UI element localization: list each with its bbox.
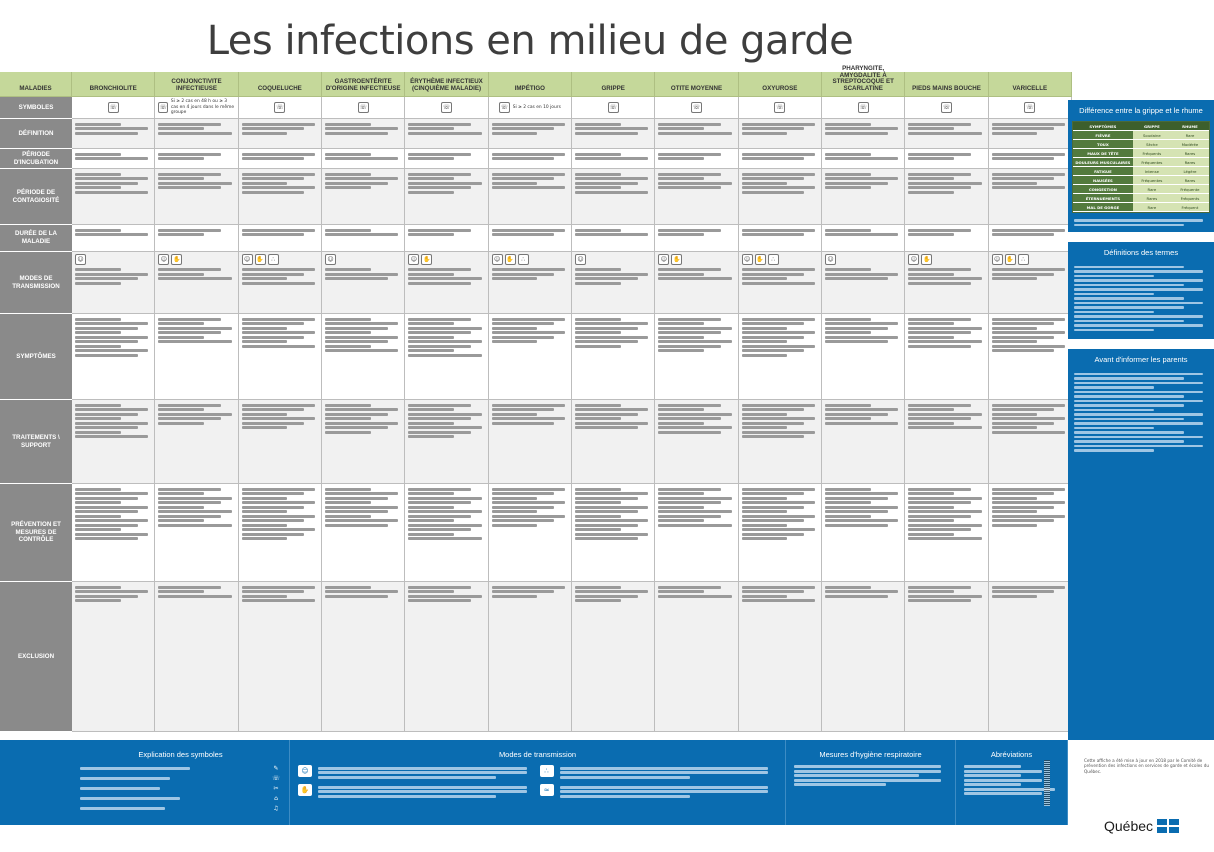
diff-cell: FIÈVRE [1073, 131, 1133, 139]
table-cell [155, 484, 238, 582]
phone-icon: ☏ [108, 102, 119, 113]
table-cell [655, 149, 738, 169]
row-label-symptomes: SYMPTÔMES [0, 314, 72, 400]
table-cell [739, 314, 822, 400]
symbols-explanation: Explication des symboles ✎ ☏ ✂ ⌂ ♫ [72, 740, 290, 825]
table-cell [322, 225, 405, 252]
page-title: Les infections en milieu de garde [206, 18, 854, 64]
row-label-traitements: TRAITEMENTS \ SUPPORT [0, 400, 72, 484]
table-cell [989, 225, 1072, 252]
header-disease: VARICELLE [989, 72, 1072, 97]
table-cell [989, 169, 1072, 225]
table-cell [72, 119, 155, 149]
transmission-icon: ∴ [768, 254, 779, 265]
diff-cell: Fréquents [1142, 150, 1162, 156]
transmission-icon: ✋ [171, 254, 182, 265]
diff-cell: Fréquent [1181, 204, 1199, 210]
table-cell [655, 225, 738, 252]
transmission-icon: ✋ [671, 254, 682, 265]
row-label-symboles: SYMBOLES [0, 97, 72, 119]
inform-body [1068, 373, 1214, 452]
table-cell [489, 169, 572, 225]
header-disease: GASTROENTÉRITE D'ORIGINE INFECTIEUSE [322, 72, 405, 97]
table-cell [155, 97, 238, 119]
table-cell [822, 149, 905, 169]
table-cell [905, 119, 988, 149]
diff-cell: Rares [1184, 177, 1196, 183]
diff-cell: Rare [1147, 204, 1157, 210]
phone-icon: ☏ [358, 102, 369, 113]
table-cell [72, 225, 155, 252]
table-cell [739, 225, 822, 252]
table-cell [739, 149, 822, 169]
table-cell [655, 119, 738, 149]
quebec-flag-icon [1157, 819, 1179, 833]
table-cell [405, 582, 488, 732]
table-cell [822, 484, 905, 582]
table-cell [489, 252, 572, 314]
table-cell [72, 169, 155, 225]
table-cell [239, 149, 322, 169]
table-cell [239, 169, 322, 225]
row-label-incubation: PÉRIODE D'INCUBATION [0, 149, 72, 169]
scissors-icon: ✂ [273, 785, 279, 792]
table-cell [155, 169, 238, 225]
diff-cell: CONGESTION [1073, 185, 1133, 193]
diff-cell: Rares [1184, 159, 1196, 165]
grippe-rhume-table [1072, 121, 1210, 213]
table-cell [155, 149, 238, 169]
table-cell [405, 97, 488, 119]
diff-cell: Fréquentes [1141, 177, 1163, 183]
table-cell [822, 582, 905, 732]
table-cell [489, 97, 572, 119]
diff-cell: NAUSÉES [1073, 176, 1133, 184]
header-disease: BRONCHIOLITE [72, 72, 155, 97]
table-cell [322, 169, 405, 225]
diff-cell: Fréquentes [1141, 159, 1163, 165]
table-cell [572, 149, 655, 169]
table-cell [739, 97, 822, 119]
transmission-icon: ☺ [825, 254, 836, 265]
table-cell [655, 97, 738, 119]
table-cell [572, 400, 655, 484]
diff-cell: Soudaine [1143, 132, 1161, 138]
table-cell [905, 97, 988, 119]
diff-cell: Rare [1185, 132, 1195, 138]
table-cell [489, 149, 572, 169]
table-cell [155, 582, 238, 732]
header-disease: OXYUROSE [739, 72, 822, 97]
phone-icon: ☏ [272, 775, 280, 782]
table-cell [989, 252, 1072, 314]
header-disease: CONJONCTIVITE INFECTIEUSE [155, 72, 238, 97]
table-cell [655, 252, 738, 314]
table-cell [739, 119, 822, 149]
row-label-contagiosite: PÉRIODE DE CONTAGIOSITÉ [0, 169, 72, 225]
table-cell [572, 119, 655, 149]
table-cell [989, 400, 1072, 484]
table-cell [72, 484, 155, 582]
table-cell [572, 484, 655, 582]
transmission-icon: ∴ [1018, 254, 1029, 265]
header-disease: PHARYNGITE, AMYGDALITE À STREPTOCOQUE ET SCARLATINE [822, 72, 905, 97]
phone-icon: ☏ [774, 102, 785, 113]
inform-title: Avant d'informer les parents [1094, 355, 1188, 365]
diff-header-cell: SYMPTÔMES [1073, 122, 1133, 130]
table-cell [655, 400, 738, 484]
transmission-icon: ∴ [518, 254, 529, 265]
row-label-exclusion: EXCLUSION [0, 582, 72, 732]
barcode [1044, 760, 1050, 806]
diff-cell: Rares [1146, 195, 1158, 201]
transmission-icon: ☺ [158, 254, 169, 265]
table-cell [739, 252, 822, 314]
table-cell [905, 149, 988, 169]
table-cell [822, 314, 905, 400]
transmission-icon: ☺ [658, 254, 669, 265]
table-cell [989, 314, 1072, 400]
table-cell [572, 252, 655, 314]
table-cell [572, 169, 655, 225]
header-disease: IMPÉTIGO [489, 72, 572, 97]
table-cell [239, 400, 322, 484]
table-cell [72, 314, 155, 400]
diff-cell: MAUX DE TÊTE [1073, 149, 1133, 157]
side-panel [1068, 100, 1214, 740]
phone-icon: ☏ [499, 102, 510, 113]
diff-cell: Intense [1144, 168, 1159, 174]
abbreviations: Abréviations [956, 740, 1068, 825]
difference-title: Différence entre la grippe et le rhume [1079, 106, 1203, 115]
side-note [1068, 213, 1214, 232]
table-cell [822, 119, 905, 149]
house-icon: ⌂ [274, 795, 278, 802]
diff-cell: Fréquente [1180, 186, 1200, 192]
table-cell [322, 484, 405, 582]
transmission-icon: ☺ [408, 254, 419, 265]
phone-icon: ☏ [158, 102, 168, 113]
table-cell [322, 119, 405, 149]
transmission-icon: ✋ [255, 254, 266, 265]
table-cell [655, 582, 738, 732]
header-disease: COQUELUCHE [239, 72, 322, 97]
table-cell [822, 400, 905, 484]
table-cell [239, 225, 322, 252]
diff-cell: Fréquents [1180, 195, 1200, 201]
table-cell [405, 169, 488, 225]
table-cell [239, 314, 322, 400]
table-cell [72, 252, 155, 314]
header-disease: OTITE MOYENNE [655, 72, 738, 97]
table-cell [405, 252, 488, 314]
phone-icon: ☏ [274, 102, 285, 113]
table-cell [822, 252, 905, 314]
diff-cell: Rares [1184, 150, 1196, 156]
phone-icon: ☏ [691, 102, 702, 113]
transmission-icon: ✋ [1005, 254, 1016, 265]
hygiene-measures: Mesures d'hygiène respiratoire [786, 740, 956, 825]
header-disease: ÉRYTHÈME INFECTIEUX (CINQUIÈME MALADIE) [405, 72, 488, 97]
table-cell [655, 484, 738, 582]
diff-cell: ÉTERNUEMENTS [1073, 194, 1133, 202]
indirect-contact-icon: ✋ [298, 784, 312, 796]
bell-icon: ♫ [273, 805, 279, 812]
row-label-prevention: PRÉVENTION ET MESURES DE CONTRÔLE [0, 484, 72, 582]
table-cell [822, 97, 905, 119]
diff-cell: Modérée [1181, 141, 1199, 147]
table-cell [572, 314, 655, 400]
table-cell [572, 582, 655, 732]
diff-cell: DOULEURS MUSCULAIRES [1073, 158, 1133, 166]
row-label-duree: DURÉE DE LA MALADIE [0, 225, 72, 252]
table-cell [155, 400, 238, 484]
table-cell [989, 484, 1072, 582]
definitions-body [1068, 266, 1214, 332]
table-cell [739, 582, 822, 732]
table-cell [905, 582, 988, 732]
table-cell [739, 169, 822, 225]
phone-icon: ☏ [1024, 102, 1035, 113]
table-cell [322, 97, 405, 119]
table-cell [989, 119, 1072, 149]
quebec-logo [1104, 818, 1179, 834]
table-cell [322, 582, 405, 732]
header-disease: PIEDS MAINS BOUCHE [905, 72, 988, 97]
diff-header-cell: RHUME [1171, 122, 1209, 130]
table-cell [905, 252, 988, 314]
transmission-icon: ☺ [992, 254, 1003, 265]
table-cell [489, 400, 572, 484]
table-cell [989, 582, 1072, 732]
phone-icon: ☏ [608, 102, 619, 113]
table-cell [155, 314, 238, 400]
table-cell [239, 119, 322, 149]
transmission-icon: ☺ [908, 254, 919, 265]
diff-cell: Sèche [1146, 141, 1158, 147]
header-disease: GRIPPE [572, 72, 655, 97]
table-cell [322, 400, 405, 484]
table-cell [905, 169, 988, 225]
diff-cell: TOUX [1073, 140, 1133, 148]
diff-cell: FATIGUE [1073, 167, 1133, 175]
table-cell [405, 484, 488, 582]
transmission-icon: ☺ [75, 254, 86, 265]
table-cell [989, 97, 1072, 119]
transmission-icon: ☺ [492, 254, 503, 265]
table-cell [489, 314, 572, 400]
table-cell [405, 119, 488, 149]
table-cell [72, 400, 155, 484]
infection-table [0, 64, 1072, 738]
table-cell [239, 582, 322, 732]
row-label-definition: DÉFINITION [0, 119, 72, 149]
table-cell [489, 119, 572, 149]
table-cell [905, 400, 988, 484]
table-cell [72, 582, 155, 732]
table-cell [405, 149, 488, 169]
diff-header-cell: GRIPPE [1133, 122, 1171, 130]
table-cell [322, 252, 405, 314]
table-cell [155, 119, 238, 149]
table-cell [572, 225, 655, 252]
table-cell [905, 225, 988, 252]
direct-contact-icon: ☺ [298, 765, 312, 777]
credit-note: Cette affiche a été mise à jour en 2018 par le Comité de prévention des infections en services de garde et écoles du Québec. [1084, 758, 1210, 774]
definitions-title: Définitions des termes [1103, 248, 1179, 258]
pencil-icon: ✎ [273, 765, 279, 772]
diff-cell: Rare [1147, 186, 1157, 192]
table-cell [322, 149, 405, 169]
droplets-icon: ∴ [540, 765, 554, 777]
transmission-icon: ☺ [325, 254, 336, 265]
transmission-icon: ✋ [755, 254, 766, 265]
table-cell [72, 97, 155, 119]
transmission-explanation: Modes de transmission ☺ ∴ ✋ ≈ [290, 740, 786, 825]
bottom-band [72, 740, 1068, 825]
table-cell [322, 314, 405, 400]
table-cell [405, 400, 488, 484]
table-cell [155, 252, 238, 314]
diff-cell: MAL DE GORGE [1073, 203, 1133, 211]
airborne-icon: ≈ [540, 784, 554, 796]
transmission-icon: ☺ [242, 254, 253, 265]
table-cell [489, 582, 572, 732]
table-cell [239, 97, 322, 119]
table-cell [905, 314, 988, 400]
transmission-icon: ∴ [268, 254, 279, 265]
table-cell [655, 169, 738, 225]
table-cell [822, 225, 905, 252]
table-cell [989, 149, 1072, 169]
table-cell [155, 225, 238, 252]
table-cell [489, 225, 572, 252]
table-cell [739, 484, 822, 582]
transmission-icon: ✋ [921, 254, 932, 265]
header-maladies: MALADIES [0, 72, 72, 97]
transmission-icon: ☺ [742, 254, 753, 265]
phone-icon: ☏ [441, 102, 452, 113]
brand-text: Québec [1104, 818, 1154, 834]
transmission-icon: ☺ [575, 254, 586, 265]
table-cell [405, 314, 488, 400]
phone-icon: ☏ [858, 102, 869, 113]
transmission-icon: ✋ [505, 254, 516, 265]
row-label-transmission: MODES DE TRANSMISSION [0, 252, 72, 314]
table-cell [72, 149, 155, 169]
transmission-icon: ✋ [421, 254, 432, 265]
table-cell [239, 484, 322, 582]
table-cell [655, 314, 738, 400]
table-cell [572, 97, 655, 119]
diff-cell: Légère [1183, 168, 1197, 174]
phone-icon: ☏ [941, 102, 952, 113]
symbol-note: Si ≥ 2 cas en 48 h ou ≥ 3 cas en 4 jours dans le même groupe [170, 99, 235, 116]
table-cell [239, 252, 322, 314]
table-cell [905, 484, 988, 582]
table-cell [739, 400, 822, 484]
table-cell [405, 225, 488, 252]
symbol-note: Si ≥ 2 cas en 10 jours [512, 104, 561, 110]
table-cell [822, 169, 905, 225]
table-cell [489, 484, 572, 582]
